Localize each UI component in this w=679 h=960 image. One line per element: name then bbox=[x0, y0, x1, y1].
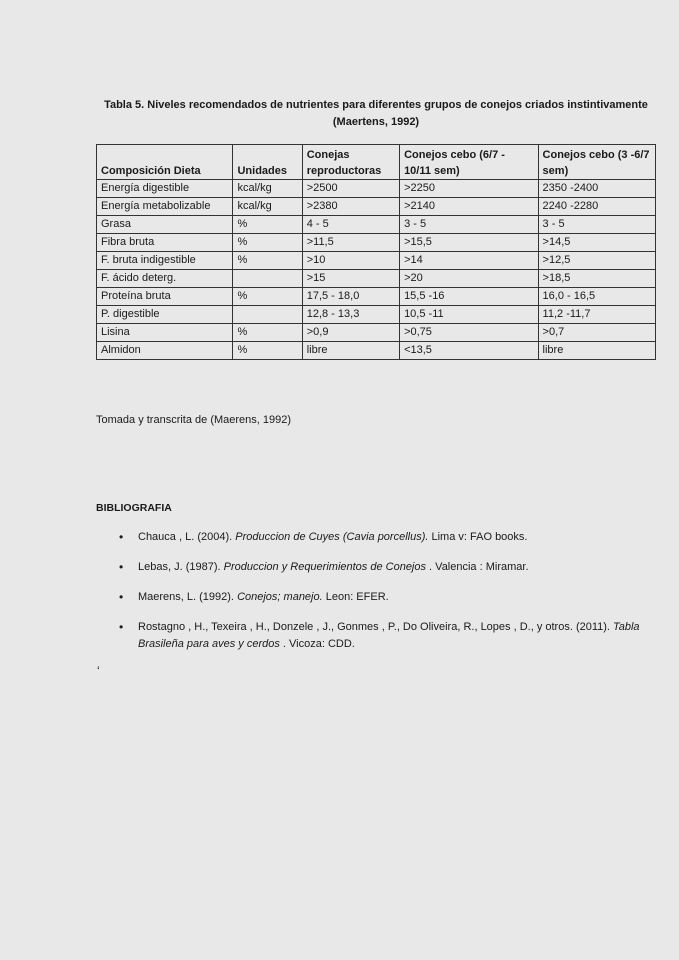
bullet-icon: • bbox=[119, 530, 124, 544]
table-cell bbox=[233, 270, 302, 288]
table-row bbox=[97, 180, 656, 198]
bibliography-entry bbox=[96, 529, 656, 546]
table-row bbox=[97, 342, 656, 360]
table-cell bbox=[233, 306, 302, 324]
ref-authors: Rostagno , H., Texeira , H., Donzele , J., Gonmes , P., Do Oliveira, R., Lopes , D., y otros. (2011). bbox=[138, 621, 614, 633]
bibliography-entry bbox=[96, 589, 656, 606]
table-cell: % bbox=[233, 288, 302, 306]
table-cell: P. digestible bbox=[97, 306, 233, 324]
table-cell: kcal/kg bbox=[233, 198, 302, 216]
bullet-icon: • bbox=[119, 620, 124, 634]
table-cell: libre bbox=[302, 342, 399, 360]
ref-authors: Lebas, J. (1987). bbox=[138, 561, 224, 573]
table-cell: >11,5 bbox=[302, 234, 399, 252]
table-cell: % bbox=[233, 342, 302, 360]
nutrient-table bbox=[96, 144, 656, 360]
table-cell: >2140 bbox=[400, 198, 538, 216]
table-row bbox=[97, 216, 656, 234]
table-caption bbox=[96, 97, 656, 131]
stray-mark: ʻ bbox=[97, 664, 100, 678]
header-conejas-reproductoras: Conejas reproductoras bbox=[302, 145, 399, 180]
table-cell: 3 - 5 bbox=[538, 216, 655, 234]
ref-title: Produccion de Cuyes (Cavia porcellus). bbox=[235, 531, 429, 543]
table-row bbox=[97, 198, 656, 216]
header-composicion: Composición Dieta bbox=[97, 145, 233, 180]
table-cell: >10 bbox=[302, 252, 399, 270]
table-row bbox=[97, 324, 656, 342]
ref-authors: Chauca , L. (2004). bbox=[138, 531, 236, 543]
ref-publisher: . Vicoza: CDD. bbox=[279, 638, 355, 650]
table-header-row bbox=[97, 145, 656, 180]
table-cell: >12,5 bbox=[538, 252, 655, 270]
bullet-icon: • bbox=[119, 560, 124, 574]
table-cell: % bbox=[233, 252, 302, 270]
table-cell: >20 bbox=[400, 270, 538, 288]
table-cell: Energía metabolizable bbox=[97, 198, 233, 216]
table-cell: >15,5 bbox=[400, 234, 538, 252]
table-cell: Grasa bbox=[97, 216, 233, 234]
table-cell: >2380 bbox=[302, 198, 399, 216]
table-cell: F. ácido deterg. bbox=[97, 270, 233, 288]
ref-publisher: Leon: EFER. bbox=[322, 591, 389, 603]
table-cell: >0,7 bbox=[538, 324, 655, 342]
ref-title: Conejos; manejo. bbox=[237, 591, 323, 603]
table-cell: <13,5 bbox=[400, 342, 538, 360]
bibliography-list bbox=[96, 529, 656, 666]
table-cell: 12,8 - 13,3 bbox=[302, 306, 399, 324]
bibliography-title: BIBLIOGRAFIA bbox=[96, 502, 172, 514]
table-cell: 16,0 - 16,5 bbox=[538, 288, 655, 306]
table-cell: 11,2 -11,7 bbox=[538, 306, 655, 324]
table-cell: Energía digestible bbox=[97, 180, 233, 198]
table-cell: >2500 bbox=[302, 180, 399, 198]
header-unidades: Unidades bbox=[233, 145, 302, 180]
source-note: Tomada y transcrita de (Maerens, 1992) bbox=[96, 414, 292, 426]
table-cell: kcal/kg bbox=[233, 180, 302, 198]
table-cell: 10,5 -11 bbox=[400, 306, 538, 324]
table-cell: >0,9 bbox=[302, 324, 399, 342]
caption-line-2: (Maertens, 1992) bbox=[332, 116, 420, 128]
table-row bbox=[97, 234, 656, 252]
table-row bbox=[97, 306, 656, 324]
table-cell: libre bbox=[538, 342, 655, 360]
ref-title: Tabla Brasileña para aves y cerdos bbox=[138, 621, 640, 650]
header-conejos-cebo-3-6: Conejos cebo (3 -6/7 sem) bbox=[538, 145, 655, 180]
caption-line-1: Tabla 5. Niveles recomendados de nutrientes para diferentes grupos de conejos criados instintivamente bbox=[104, 99, 648, 111]
bibliography-entry bbox=[96, 619, 656, 653]
table-cell: % bbox=[233, 324, 302, 342]
table-cell: 3 - 5 bbox=[400, 216, 538, 234]
table-cell: Almidon bbox=[97, 342, 233, 360]
table-cell: 2350 -2400 bbox=[538, 180, 655, 198]
table-row bbox=[97, 252, 656, 270]
table-cell: >14,5 bbox=[538, 234, 655, 252]
table-cell: >15 bbox=[302, 270, 399, 288]
table-cell: Proteína bruta bbox=[97, 288, 233, 306]
table-cell: 4 - 5 bbox=[302, 216, 399, 234]
table-cell: 17,5 - 18,0 bbox=[302, 288, 399, 306]
ref-publisher: . Valencia : Miramar. bbox=[426, 561, 529, 573]
table-cell: 15,5 -16 bbox=[400, 288, 538, 306]
bullet-icon: • bbox=[119, 590, 124, 604]
table-cell: F. bruta indigestible bbox=[97, 252, 233, 270]
table-cell: % bbox=[233, 216, 302, 234]
ref-publisher: Lima v: FAO books. bbox=[428, 531, 528, 543]
table-row bbox=[97, 288, 656, 306]
table-cell: >14 bbox=[400, 252, 538, 270]
table-cell: >18,5 bbox=[538, 270, 655, 288]
ref-title: Produccion y Requerimientos de Conejos bbox=[223, 561, 426, 573]
header-conejos-cebo-6-7: Conejos cebo (6/7 - 10/11 sem) bbox=[400, 145, 538, 180]
table-cell: % bbox=[233, 234, 302, 252]
table-cell: Fibra bruta bbox=[97, 234, 233, 252]
table-row bbox=[97, 270, 656, 288]
table-cell: >2250 bbox=[400, 180, 538, 198]
table-cell: >0,75 bbox=[400, 324, 538, 342]
table-cell: 2240 -2280 bbox=[538, 198, 655, 216]
ref-authors: Maerens, L. (1992). bbox=[138, 591, 238, 603]
bibliography-entry bbox=[96, 559, 656, 576]
table-cell: Lisina bbox=[97, 324, 233, 342]
